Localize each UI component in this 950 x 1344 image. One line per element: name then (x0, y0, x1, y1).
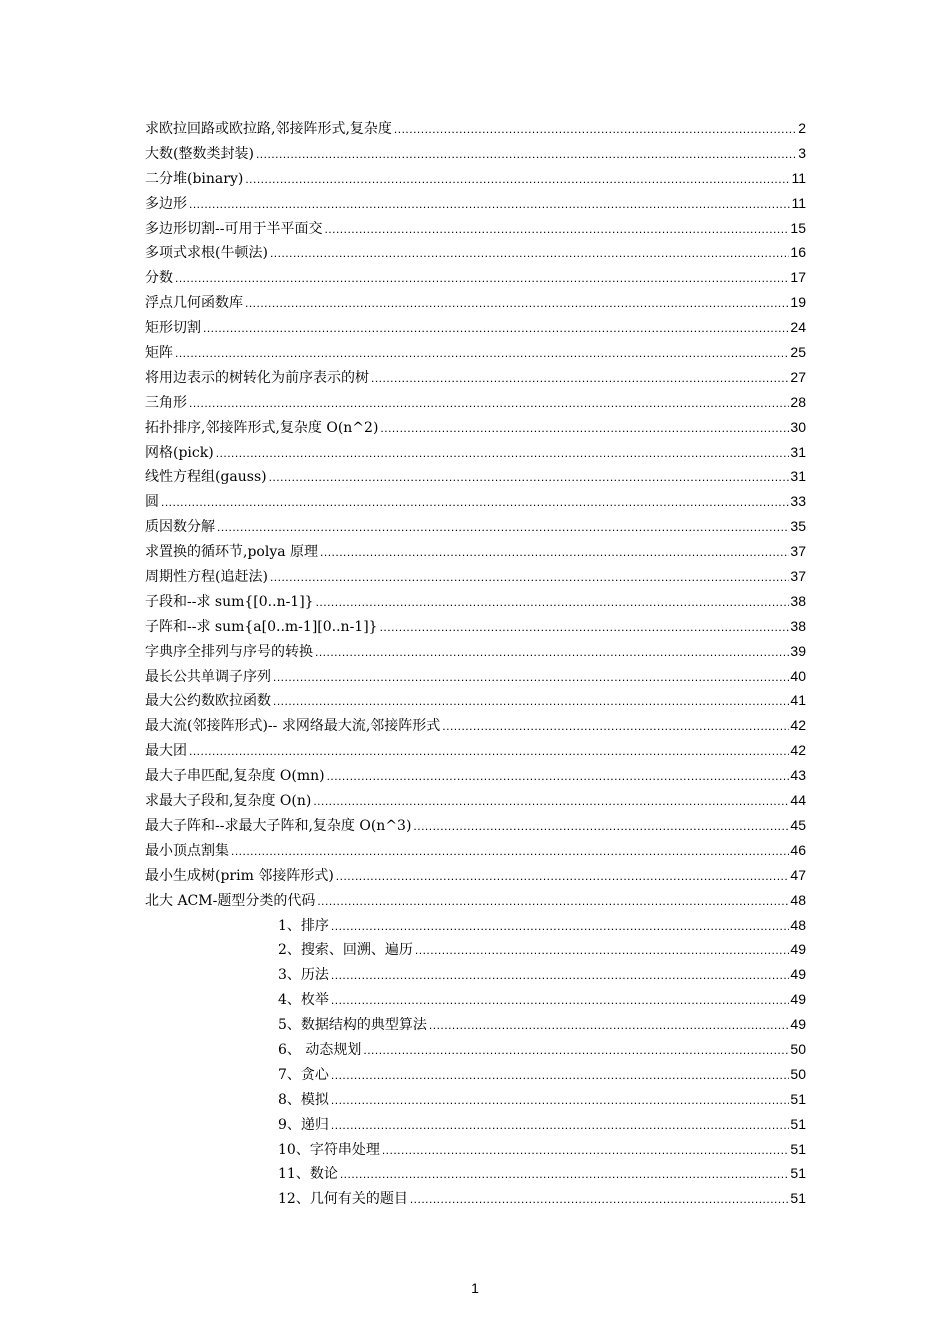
toc-entry-title: 最大公约数欧拉函数 (145, 693, 271, 710)
toc-entry[interactable] (145, 564, 806, 589)
toc-entry-page: 33 (790, 493, 806, 510)
toc-entry-page: 47 (790, 866, 806, 883)
toc-entry[interactable] (145, 390, 806, 415)
toc-sub-entry[interactable] (145, 913, 806, 938)
toc-entry[interactable] (145, 464, 806, 489)
toc-entry[interactable] (145, 888, 806, 913)
dot-leader (410, 1187, 790, 1212)
toc-entry-title: 分数 (145, 270, 173, 287)
toc-entry-page: 27 (790, 368, 806, 385)
toc-entry[interactable] (145, 639, 806, 664)
toc-entry-title: 周期性方程(追赶法) (145, 569, 268, 586)
dot-leader (413, 814, 789, 839)
toc-entry-title: 求最大子段和,复杂度 O(n) (145, 793, 312, 810)
dot-leader (363, 1038, 789, 1063)
toc-entry-title: 子阵和--求 sum{a[0..m-1][0..n-1]} (145, 618, 378, 635)
toc-entry-page: 37 (790, 543, 806, 560)
toc-entry-page: 43 (790, 767, 806, 784)
toc-entry-page: 49 (790, 966, 806, 983)
toc-entry[interactable] (145, 738, 806, 763)
toc-entry[interactable] (145, 539, 806, 564)
dot-leader (175, 266, 789, 291)
toc-entry-title: 最小顶点割集 (145, 842, 229, 859)
dot-leader (331, 1088, 790, 1113)
dot-leader (217, 515, 789, 540)
toc-entry-page: 46 (790, 841, 806, 858)
toc-entry-title: 9、递归 (278, 1116, 329, 1133)
dot-leader (331, 963, 790, 988)
toc-entry-page: 3 (798, 144, 806, 161)
dot-leader (245, 291, 789, 316)
dot-leader (336, 864, 790, 889)
toc-entry-title: 质因数分解 (145, 519, 215, 536)
toc-entry[interactable] (145, 216, 806, 241)
toc-entry-title: 二分堆(binary) (145, 170, 244, 187)
toc-entry-title: 3、历法 (278, 967, 329, 984)
toc-entry-page: 24 (790, 319, 806, 336)
dot-leader (273, 665, 789, 690)
toc-sub-entry[interactable] (145, 937, 806, 962)
dot-leader (340, 1162, 790, 1187)
toc-entry-title: 6、 动态规划 (278, 1041, 362, 1058)
toc-entry[interactable] (145, 763, 806, 788)
toc-entry-title: 大数(整数类封装) (145, 145, 254, 162)
toc-entry-page: 2 (798, 120, 806, 136)
toc-entry-title: 拓扑排序,邻接阵形式,复杂度 O(n^2) (145, 419, 379, 436)
dot-leader (394, 117, 797, 142)
toc-entry-page: 17 (790, 269, 806, 286)
toc-entry[interactable] (145, 514, 806, 539)
toc-entry-page: 49 (790, 991, 806, 1008)
toc-entry-page: 51 (790, 1140, 806, 1157)
toc-entry-title: 求置换的循环节,polya 原理 (145, 544, 319, 561)
toc-entry[interactable] (145, 614, 806, 639)
dot-leader (189, 739, 789, 764)
dot-leader (442, 714, 789, 739)
toc-sub-entry[interactable] (145, 1037, 806, 1062)
toc-entry-title: 多边形 (145, 195, 187, 212)
toc-entry[interactable] (145, 440, 806, 465)
toc-entry[interactable] (145, 191, 806, 216)
toc-entry-page: 30 (790, 418, 806, 435)
toc-entry-title: 4、枚举 (278, 992, 329, 1009)
toc-entry-title: 圆 (145, 494, 159, 511)
toc-entry-page: 35 (790, 518, 806, 535)
toc-entry-title: 网格(pick) (145, 444, 214, 461)
toc-entry-title: 最大团 (145, 743, 187, 760)
dot-leader (245, 167, 790, 192)
toc-entry-page: 25 (790, 344, 806, 361)
toc-entry-page: 28 (790, 393, 806, 410)
toc-entry[interactable] (145, 290, 806, 315)
toc-entry-page: 40 (790, 667, 806, 684)
toc-entry-title: 求欧拉回路或欧拉路,邻接阵形式,复杂度 (145, 121, 392, 137)
toc-entry-title: 多项式求根(牛顿法) (145, 245, 268, 262)
dot-leader (161, 490, 789, 515)
toc-entry-page: 49 (790, 1016, 806, 1033)
toc-entry-page: 11 (791, 194, 806, 211)
dot-leader (331, 1113, 790, 1138)
toc-entry-title: 2、搜索、回溯、遍历 (278, 942, 413, 959)
toc-entry-page: 11 (791, 169, 806, 186)
toc-entry-title: 10、字符串处理 (278, 1141, 380, 1158)
dot-leader (324, 217, 789, 242)
toc-sub-entry[interactable] (145, 1087, 806, 1112)
toc-sub-entry[interactable] (145, 1161, 806, 1186)
toc-entry[interactable] (145, 838, 806, 863)
toc-entry-page: 19 (790, 294, 806, 311)
toc-entry-page: 42 (790, 717, 806, 734)
toc-entry-title: 12、几何有关的题目 (278, 1191, 408, 1208)
toc-entry-title: 将用边表示的树转化为前序表示的树 (145, 369, 369, 386)
toc-entry-page: 51 (790, 1115, 806, 1132)
toc-entry-page: 16 (790, 244, 806, 261)
toc-entry-page: 41 (790, 692, 806, 709)
toc-entry[interactable] (145, 116, 806, 141)
toc-entry-title: 11、数论 (278, 1166, 338, 1183)
toc-sub-entry[interactable] (145, 1012, 806, 1037)
page-number: 1 (471, 1280, 479, 1296)
toc-entry-page: 51 (790, 1190, 806, 1207)
dot-leader (189, 192, 790, 217)
toc-entry-page: 51 (790, 1165, 806, 1182)
table-of-contents (145, 116, 806, 1211)
toc-entry[interactable] (145, 713, 806, 738)
toc-entry[interactable] (145, 340, 806, 365)
dot-leader (189, 391, 789, 416)
dot-leader (175, 341, 789, 366)
dot-leader (382, 1138, 790, 1163)
toc-entry-page: 51 (790, 1090, 806, 1107)
toc-entry-page: 42 (790, 742, 806, 759)
toc-entry-page: 44 (790, 792, 806, 809)
toc-entry-page: 37 (790, 568, 806, 585)
toc-entry-page: 38 (790, 592, 806, 609)
toc-entry-title: 7、贪心 (278, 1066, 329, 1083)
toc-entry-page: 48 (790, 916, 806, 933)
toc-entry-page: 38 (790, 617, 806, 634)
toc-entry-page: 50 (790, 1065, 806, 1082)
toc-entry[interactable] (145, 788, 806, 813)
dot-leader (256, 142, 797, 167)
toc-entry-title: 三角形 (145, 394, 187, 411)
dot-leader (270, 565, 789, 590)
dot-leader (315, 640, 789, 665)
toc-entry[interactable] (145, 365, 806, 390)
toc-entry[interactable] (145, 240, 806, 265)
dot-leader (273, 689, 789, 714)
toc-sub-entry[interactable] (145, 962, 806, 987)
toc-entry-title: 最大流(邻接阵形式)-- 求网络最大流,邻接阵形式 (145, 718, 441, 735)
toc-entry-title: 矩阵 (145, 345, 173, 362)
dot-leader (415, 938, 790, 963)
dot-leader (327, 764, 790, 789)
toc-entry-title: 多边形切割--可用于半平面交 (145, 220, 323, 237)
toc-entry-title: 最小生成树(prim 邻接阵形式) (145, 867, 334, 884)
toc-entry[interactable] (145, 688, 806, 713)
dot-leader (380, 615, 790, 640)
dot-leader (320, 540, 789, 565)
toc-entry-title: 字典序全排列与序号的转换 (145, 643, 313, 660)
toc-entry[interactable] (145, 489, 806, 514)
toc-entry-title: 矩形切割 (145, 320, 201, 337)
toc-entry-page: 31 (790, 443, 806, 460)
toc-entry[interactable] (145, 813, 806, 838)
dot-leader (331, 914, 790, 939)
toc-entry[interactable] (145, 265, 806, 290)
dot-leader (429, 1013, 790, 1038)
toc-entry-page: 50 (790, 1040, 806, 1057)
toc-sub-entry[interactable] (145, 1137, 806, 1162)
dot-leader (269, 465, 790, 490)
toc-entry-title: 8、模拟 (278, 1091, 329, 1108)
toc-entry-page: 39 (790, 642, 806, 659)
toc-entry-page: 49 (790, 941, 806, 958)
dot-leader (380, 416, 789, 441)
toc-entry[interactable] (145, 664, 806, 689)
dot-leader (313, 789, 789, 814)
toc-entry-page: 48 (790, 891, 806, 908)
toc-entry-title: 北大 ACM-题型分类的代码 (145, 892, 316, 909)
toc-entry-page: 31 (790, 468, 806, 485)
dot-leader (203, 316, 789, 341)
toc-sub-entry[interactable] (145, 1186, 806, 1211)
dot-leader (231, 839, 789, 864)
toc-entry-title: 最大子阵和--求最大子阵和,复杂度 O(n^3) (145, 817, 412, 834)
toc-entry[interactable] (145, 141, 806, 166)
toc-entry[interactable] (145, 315, 806, 340)
toc-entry-title: 浮点几何函数库 (145, 295, 243, 312)
toc-sub-entry[interactable] (145, 987, 806, 1012)
toc-entry-page: 15 (790, 219, 806, 236)
toc-entry-title: 1、排序 (278, 917, 329, 934)
toc-entry[interactable] (145, 166, 806, 191)
toc-entry-title: 5、数据结构的典型算法 (278, 1017, 427, 1034)
toc-entry-page: 45 (790, 816, 806, 833)
dot-leader (371, 366, 789, 391)
toc-entry-title: 子段和--求 sum{[0..n-1]} (145, 593, 314, 610)
toc-entry[interactable] (145, 589, 806, 614)
dot-leader (316, 590, 790, 615)
toc-entry[interactable] (145, 863, 806, 888)
toc-entry[interactable] (145, 415, 806, 440)
toc-entry-title: 最长公共单调子序列 (145, 668, 271, 685)
toc-sub-entry[interactable] (145, 1062, 806, 1087)
dot-leader (331, 1063, 790, 1088)
dot-leader (317, 889, 789, 914)
toc-sub-entry[interactable] (145, 1112, 806, 1137)
dot-leader (331, 988, 790, 1013)
dot-leader (270, 241, 789, 266)
dot-leader (216, 441, 790, 466)
toc-entry-title: 线性方程组(gauss) (145, 469, 267, 486)
toc-entry-title: 最大子串匹配,复杂度 O(mn) (145, 768, 325, 785)
